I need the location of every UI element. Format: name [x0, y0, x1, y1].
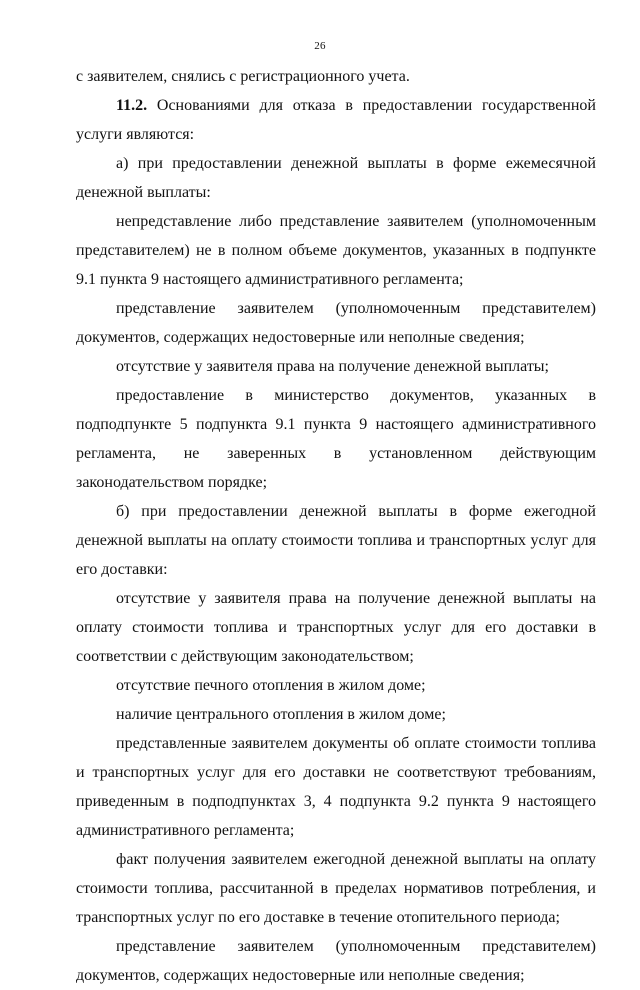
paragraph: предоставление в министерство документов, указанных в подподпункте 5 подпункта 9.1 пункта 9 настоящего административного регламента, не заверенных в установленном действующим законодательством порядке;: [76, 387, 596, 491]
paragraph-item-a: а) при предоставлении денежной выплаты в форме ежемесячной денежной выплаты:: [76, 155, 596, 201]
paragraph: представленные заявителем документы об оплате стоимости топлива и транспортных услуг для его доставки не соответствуют требованиям, приведенным в подподпунктах 3, 4 подпункта 9.2 пункта 9 настоящего административного регламента;: [76, 735, 596, 839]
clause-number: 11.2.: [116, 97, 148, 114]
paragraph-continuation: с заявителем, снялись с регистрационного учета.: [76, 68, 410, 85]
paragraph: представление заявителем (уполномоченным представителем) документов, содержащих недостоверные или неполные сведения;: [76, 938, 596, 984]
paragraph: непредставление либо представление заявителем (уполномоченным представителем) не в полном объеме документов, указанных в подпункте 9.1 пункта 9 настоящего административного регламента;: [76, 213, 596, 288]
page-number: 26: [314, 40, 326, 52]
paragraph: отсутствие у заявителя права на получение денежной выплаты на оплату стоимости топлива и транспортных услуг для его доставки в соответствии с действующим законодательством;: [76, 590, 596, 665]
clause-text: Основаниями для отказа в предоставлении государственной услуги являются:: [76, 97, 596, 143]
paragraph: факт получения заявителем ежегодной денежной выплаты на оплату стоимости топлива, рассчитанной в пределах нормативов потребления, и транспортных услуг по его доставке в течение отопительного периода;: [76, 851, 596, 926]
paragraph-clause-11-2: [76, 91, 596, 149]
paragraph: представление заявителем (уполномоченным представителем) документов, содержащих недостоверные или неполные сведения;: [76, 300, 596, 346]
paragraph-item-b: б) при предоставлении денежной выплаты в форме ежегодной денежной выплаты на оплату стоимости топлива и транспортных услуг для его доставки:: [76, 503, 596, 578]
paragraph: отсутствие печного отопления в жилом доме;: [116, 677, 426, 694]
paragraph: наличие центрального отопления в жилом доме;: [116, 706, 446, 723]
document-body: [76, 62, 596, 990]
paragraph: отсутствие у заявителя права на получение денежной выплаты;: [116, 358, 549, 375]
